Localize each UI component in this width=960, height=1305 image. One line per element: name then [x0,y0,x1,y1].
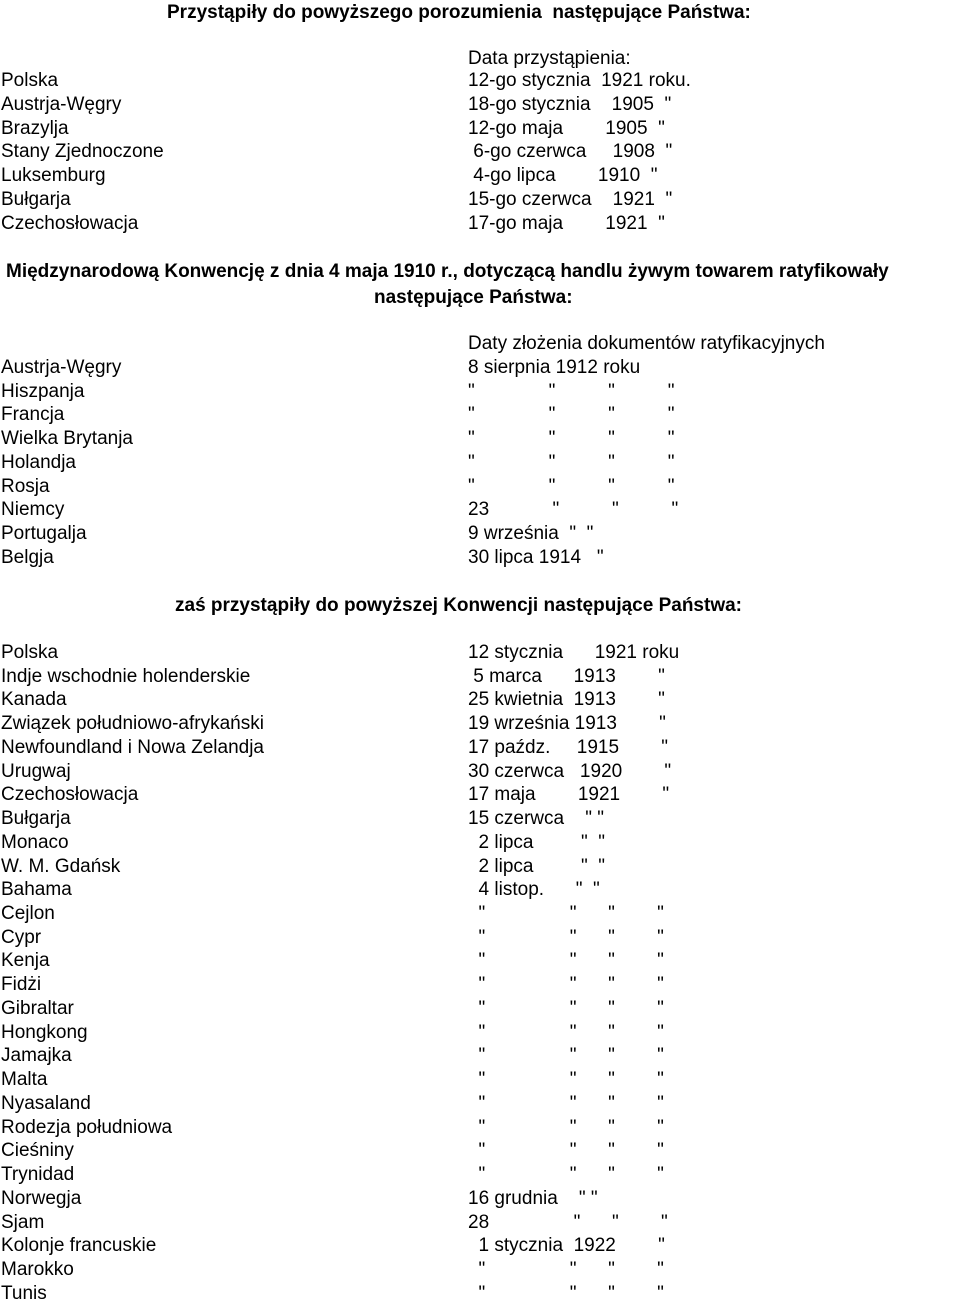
country-name: Austrja-Węgry [1,93,122,115]
accession-date: 4-go lipca 1910 " [468,165,658,187]
accession-date: " " " " [468,1258,664,1280]
accession-date: 12 stycznia 1921 roku [468,642,680,663]
accession-date: " " " " [468,1140,664,1162]
accession-date: 17 paźdz. 1915 " [468,736,669,758]
accession-date: " " " " [468,926,664,948]
country-name: Bułgarja [1,189,71,210]
country-name: Fidżi [1,974,42,996]
country-name: Portugalja [1,522,87,544]
country-name: Hongkong [1,1021,88,1043]
accession-date: 25 kwietnia 1913 " [468,689,665,711]
accession-date: " " " " [468,1021,664,1043]
accession-date: 30 czerwca 1920 " [468,760,672,782]
country-name: Rodezja południowa [1,1116,173,1138]
country-name: Rosja [1,475,50,497]
country-name: Austrja-Węgry [1,357,122,378]
accession-date: 2 lipca " " [468,855,606,877]
country-name: Belgja [1,546,54,568]
accession-date: 17 maja 1921 " [468,784,670,806]
accession-date: " " " " [468,1069,664,1091]
accession-date: " " " " [468,451,675,473]
accession-date: 1 stycznia 1922 " [468,1235,665,1257]
country-name: Cejlon [1,903,55,925]
accession-date: " " " " [468,1045,664,1067]
accession-date: 23 " " " [468,499,679,521]
accession-date: 28 " " " [468,1211,668,1233]
section3-heading: zaś przystąpiły do powyższej Konwencji następujące Państwa: [175,595,742,616]
accession-date: " " " " [468,475,675,497]
section2-heading-line1: Międzynarodową Konwencję z dnia 4 maja 1910 r., dotyczącą handlu żywym towarem ratyfikowały [6,261,889,282]
section2-heading-line2: następujące Państwa: [374,287,573,308]
country-name: Bułgarja [1,808,71,830]
country-name: Hiszpanja [1,380,85,402]
country-name: Cieśniny [1,1140,74,1162]
country-name: Wielka Brytanja [1,428,133,450]
accession-date: " " " " [468,1164,664,1186]
accession-date: " " " " [468,1092,664,1114]
accession-date: 12-go stycznia 1921 roku. [468,70,691,91]
country-name: Norwegja [1,1187,82,1209]
accession-date: 18-go stycznia 1905 " [468,93,672,115]
country-name: Brazylja [1,117,69,139]
accession-date: 4 listop. " " [468,879,600,901]
country-name: Kolonje francuskie [1,1235,157,1257]
country-name: Urugwaj [1,760,71,782]
country-name: Sjam [1,1211,45,1233]
country-name: Newfoundland i Nowa Zelandja [1,736,264,758]
country-name: Malta [1,1069,48,1091]
country-name: Gibraltar [1,997,74,1019]
country-name: Monaco [1,831,69,853]
accession-date: " " " " [468,428,675,450]
country-name: Jamajka [1,1045,72,1067]
accession-date: " " " " [468,903,664,925]
accession-date: 17-go maja 1921 " [468,212,665,234]
country-name: Holandja [1,451,76,473]
accession-date: " " " " [468,997,664,1019]
country-name: Luksemburg [1,165,106,187]
country-name: Czechosłowacja [1,784,139,806]
accession-date: " " " " [468,950,664,972]
country-name: Marokko [1,1258,74,1280]
accession-date: " " " " [468,1116,664,1138]
country-name: Czechosłowacja [1,212,139,234]
section1-column-header: Data przystąpienia: [468,48,631,69]
accession-date: " " " " [468,974,664,996]
country-name: Trynidad [1,1164,75,1186]
country-name: Niemcy [1,499,65,521]
accession-date: " " " " [468,1282,664,1304]
accession-date: 15 czerwca " " [468,808,604,830]
country-name: Stany Zjednoczone [1,141,164,163]
country-name: W. M. Gdańsk [1,855,121,877]
country-name: Związek południowo-afrykański [1,713,264,735]
accession-date: 5 marca 1913 " [468,665,665,687]
country-name: Bahama [1,879,72,901]
accession-date: 2 lipca " " [468,831,606,853]
country-name: Cypr [1,926,42,948]
accession-date: 12-go maja 1905 " [468,117,665,139]
country-name: Nyasaland [1,1092,91,1114]
accession-date: " " " " [468,380,675,402]
country-name: Polska [1,70,59,91]
accession-date: " " " " [468,404,675,426]
section2-column-header: Daty złożenia dokumentów ratyfikacyjnych [468,333,825,354]
country-name: Kenja [1,950,50,972]
country-name: Francja [1,404,65,426]
country-name: Kanada [1,689,67,711]
accession-date: 15-go czerwca 1921 " [468,189,673,210]
country-name: Indje wschodnie holenderskie [1,665,251,687]
accession-date: 19 września 1913 " [468,713,666,735]
accession-date: 8 sierpnia 1912 roku [468,357,641,378]
country-name: Polska [1,642,59,663]
accession-date: 16 grudnia " " [468,1187,598,1209]
country-name: Tunis [1,1282,47,1304]
accession-date: 6-go czerwca 1908 " [468,141,673,163]
section1-heading: Przystąpiły do powyższego porozumienia następujące Państwa: [167,2,751,23]
accession-date: 9 września " " [468,522,594,544]
accession-date: 30 lipca 1914 " [468,546,604,568]
